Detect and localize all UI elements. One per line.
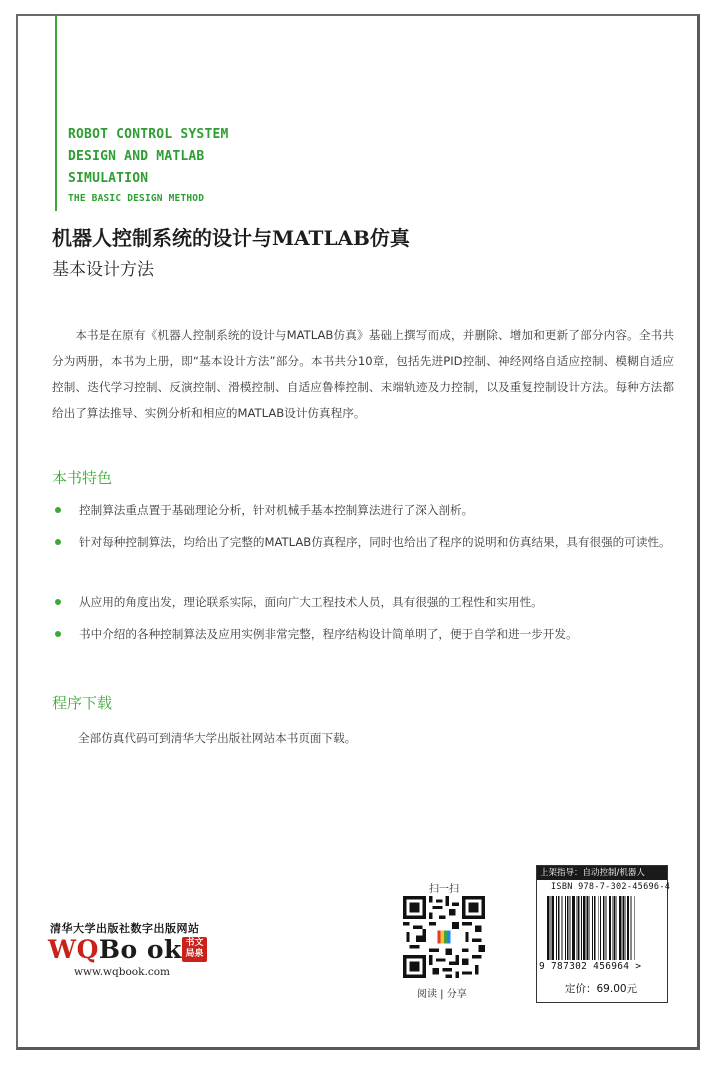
bullet-icon [55,631,61,637]
qr-read-share-label: 阅读 | 分享 [417,989,467,1000]
barcode-bar [558,896,560,960]
publisher-logo [48,935,238,969]
qr-code-icon[interactable] [403,896,485,978]
barcode-bar [603,896,605,960]
barcode-bar [567,896,569,960]
english-title [68,124,229,208]
bullet-icon [55,507,61,513]
english-title-line-4: THE BASIC DESIGN METHOD [68,193,205,204]
barcode-bar [625,896,626,960]
barcode-bar [570,896,571,960]
logo-wordmark: WQBo ok [48,935,182,964]
barcode-bar [556,896,557,960]
barcode-bar [627,896,629,960]
publisher-name: 清华大学出版社数字出版网站 [50,922,200,935]
barcode-bar [606,896,607,960]
barcode-bar [583,896,586,960]
barcode-bar [634,896,635,960]
features-heading: 本书特色 [52,469,113,487]
english-title-line-3: SIMULATION [68,171,149,186]
barcode-bar [552,896,555,960]
barcode-bar [619,896,622,960]
price: 定价：69.00元 [565,983,638,995]
bullet-icon [55,599,61,605]
barcode-bar [578,896,580,960]
barcode-bar [631,896,632,960]
feature-text: 从应用的角度出发，理论联系实际，面向广大工程技术人员，具有很强的工程性和实用性。 [79,595,543,609]
barcode-bar [547,896,549,960]
isbn-text: ISBN 978-7-302-45696-4 [551,882,671,892]
barcode-icon [547,896,659,960]
feature-item [52,529,682,555]
feature-text: 书中介绍的各种控制算法及应用实例非常完整，程序结构设计简单明了，便于自学和进一步开发。 [79,627,578,641]
barcode-bar [581,896,582,960]
barcode-bar [550,896,551,960]
english-title-line-2: DESIGN AND MATLAB [68,149,205,164]
feature-text: 控制算法重点置于基础理论分析，针对机械手基本控制算法进行了深入剖析。 [79,503,474,517]
barcode-digits: 9 787302 456964 > [539,961,642,972]
barcode-bar [576,896,577,960]
book-title: 机器人控制系统的设计与MATLAB仿真 [52,226,410,250]
barcode-bar [589,896,590,960]
seal-icon: 书文 局泉 [182,937,207,962]
green-vertical-rule [55,15,57,211]
barcode-bar [594,896,596,960]
book-subtitle: 基本设计方法 [52,260,154,280]
barcode-bar [561,896,562,960]
download-text: 全部仿真代码可到清华大学出版社网站本书页面下载。 [78,731,357,745]
publisher-url[interactable]: www.wqbook.com [74,966,170,978]
english-title-line-1: ROBOT CONTROL SYSTEM [68,127,229,142]
barcode-bar [623,896,625,960]
feature-item [52,589,682,615]
barcode-bar [587,896,589,960]
barcode-bar [600,896,601,960]
barcode-bar [572,896,575,960]
feature-item [52,497,682,523]
barcode-bar [616,896,617,960]
barcode-bar [598,896,599,960]
isbn-barcode-block [536,865,671,1003]
barcode-bar [614,896,616,960]
barcode-bar [609,896,611,960]
qr-scan-label: 扫一扫 [429,884,459,895]
barcode-bar [565,896,566,960]
intro-paragraph: 本书是在原有《机器人控制系统的设计与MATLAB仿真》基础上撰写而成，并删除、增加和更新了部分内容。全书共分为两册，本书为上册，即“基本设计方法”部分。本书共分10章，包括先进PID控制、神经网络自适应控制、模糊自适应控制、迭代学习控制、反演控制、滑模控制、自适应鲁棒控制、末端轨迹及力控制，以及重复控制设计方法。每种方法都给出了算法推导、实例分析和相应的MATLAB设计仿真程序。 [52,328,674,420]
barcode-bar [592,896,593,960]
shelf-category: 上架指导：自动控制/机器人 [537,866,667,880]
feature-text: 针对每种控制算法，均给出了完整的MATLAB仿真程序，同时也给出了程序的说明和仿真结果，具有很强的可读性。 [79,535,671,549]
bullet-icon [55,539,61,545]
barcode-bar [612,896,613,960]
download-heading: 程序下载 [52,694,113,712]
feature-item [52,621,682,647]
